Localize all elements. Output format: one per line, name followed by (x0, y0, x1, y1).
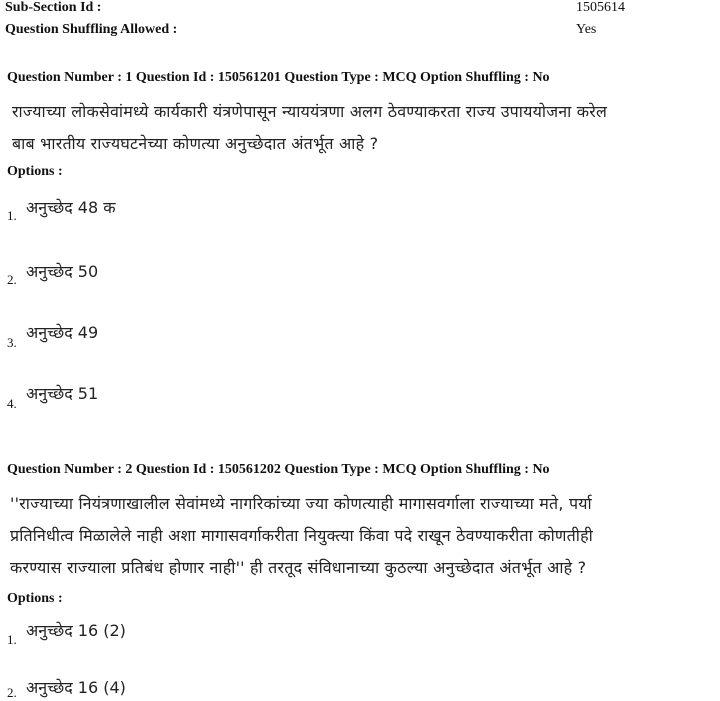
subsection-id-value: 1505614 (576, 0, 625, 15)
question-2-option-2-number: 2. (7, 685, 17, 700)
question-2-option-2-text: अनुच्छेद 16 (4) (26, 678, 126, 697)
question-2-options-label: Options : (7, 591, 63, 606)
question-2-text-line-2: प्रतिनिधीत्व मिळालेले नाही अशा मागासवर्गाकरीता नियुक्त्या किंवा पदे राखून ठेवण्याकरीता कोणतीही (10, 526, 593, 545)
question-1-options-label: Options : (7, 164, 63, 179)
question-shuffling-value: Yes (576, 22, 597, 37)
question-1-text-line-1: राज्याच्या लोकसेवांमध्ये कार्यकारी यंत्रणेपासून न्याययंत्रणा अलग ठेवण्याकरता राज्य उपाययोजना करेल (12, 102, 608, 121)
question-1-option-3-number: 3. (7, 335, 17, 350)
question-2-header: Question Number : 2 Question Id : 150561202 Question Type : MCQ Option Shuffling : No (7, 462, 550, 477)
question-1-option-2-text: अनुच्छेद 50 (26, 262, 99, 281)
question-1-option-4-text: अनुच्छेद 51 (26, 384, 99, 403)
question-1-option-1-number: 1. (7, 208, 17, 223)
question-1-text-line-2: बाब भारतीय राज्यघटनेच्या कोणत्या अनुच्छेदात अंतर्भूत आहे ? (12, 134, 379, 153)
question-2-text-line-1: ''राज्याच्या नियंत्रणाखालील सेवांमध्ये नागरिकांच्या ज्या कोणत्याही मागासवर्गाला राज्याच्या मते, पर्या (10, 494, 592, 513)
subsection-id-label: Sub-Section Id : (5, 0, 102, 15)
question-2-option-1-text: अनुच्छेद 16 (2) (26, 621, 126, 640)
question-shuffling-label: Question Shuffling Allowed : (5, 22, 178, 37)
question-1-option-1-text: अनुच्छेद 48 क (26, 198, 116, 217)
question-1-option-2-number: 2. (7, 272, 17, 287)
question-1-header: Question Number : 1 Question Id : 150561201 Question Type : MCQ Option Shuffling : No (7, 70, 550, 85)
question-2-text-line-3: करण्यास राज्याला प्रतिबंध होणार नाही'' ही तरतूद संविधानाच्या कुठल्या अनुच्छेदात अंतर्भूत आहे ? (10, 558, 587, 577)
question-1-option-3-text: अनुच्छेद 49 (26, 323, 99, 342)
question-1-option-4-number: 4. (7, 396, 17, 411)
question-2-option-1-number: 1. (7, 632, 17, 647)
